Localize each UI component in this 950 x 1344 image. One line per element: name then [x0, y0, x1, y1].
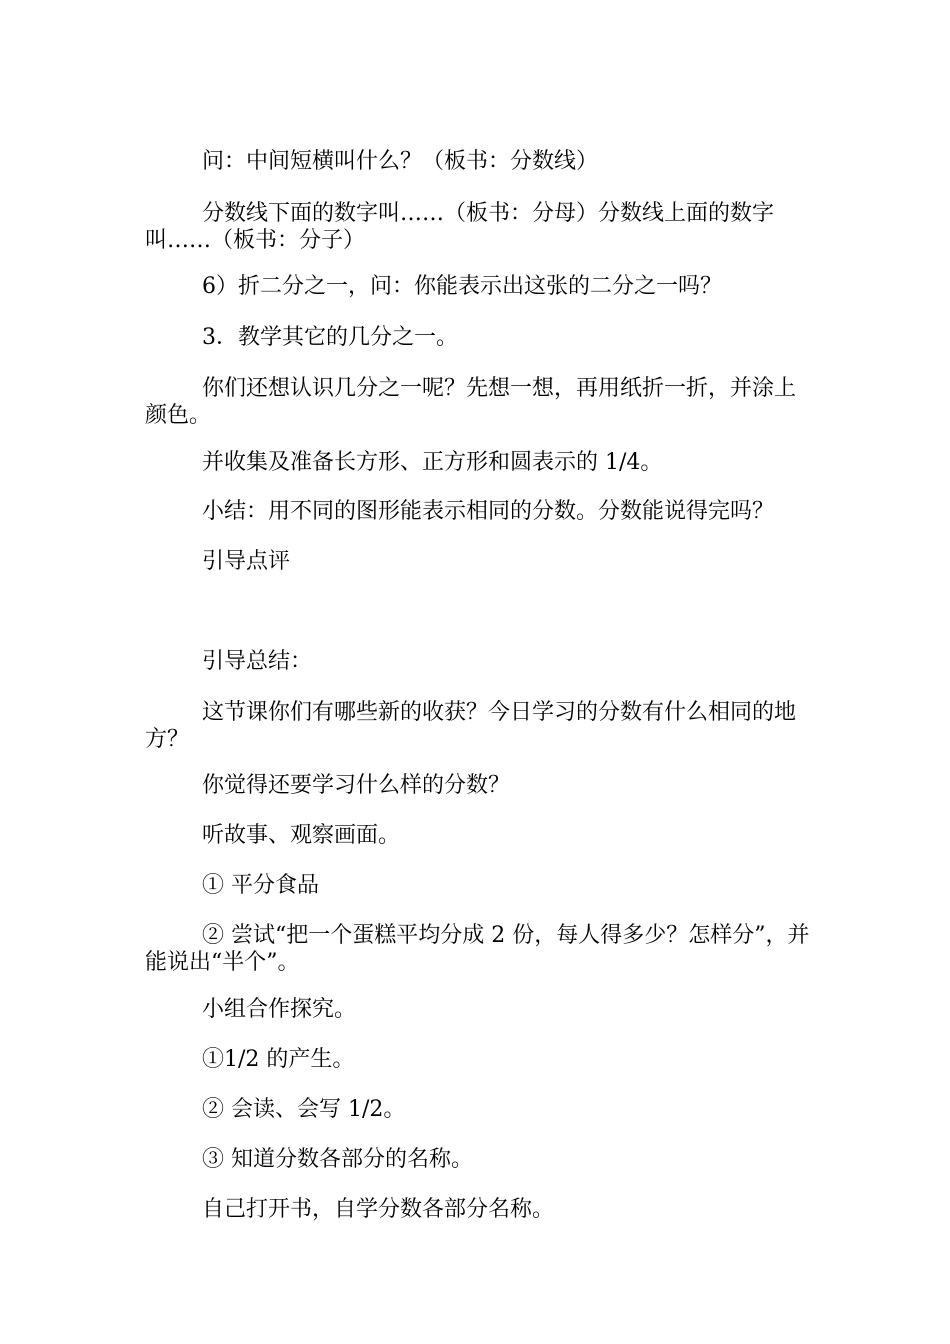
paragraph-fold-and-color: 你们还想认识几分之一呢？先想一想，再用纸折一折，并涂上颜色。 [145, 376, 797, 428]
paragraph-read-write-half: ② 会读、会写 1/2。 [202, 1097, 406, 1122]
paragraph-fold-half: 6）折二分之一，问：你能表示出这张的二分之一吗？ [202, 274, 722, 299]
paragraph-listen-observe: 听故事、观察画面。 [202, 823, 401, 848]
paragraph-collect-shapes: 并收集及准备长方形、正方形和圆表示的 1/4。 [202, 450, 663, 475]
paragraph-self-study: 自己打开书，自学分数各部分名称。 [202, 1197, 555, 1222]
paragraph-summary: 小结：用不同的图形能表示相同的分数。分数能说得完吗？ [202, 499, 775, 524]
paragraph-cake-division: ② 尝试“把一个蛋糕平均分成 2 份，每人得多少？怎样分”，并能说出“半个”。 [145, 923, 810, 975]
paragraph-share-food: ① 平分食品 [202, 873, 319, 898]
paragraph-group-explore: 小组合作探究。 [202, 997, 357, 1022]
paragraph-teach-other-fractions: 3．教学其它的几分之一。 [202, 325, 458, 350]
paragraph-fraction-part-names: ③ 知道分数各部分的名称。 [202, 1147, 473, 1172]
paragraph-guided-review: 引导点评 [202, 549, 291, 574]
paragraph-what-to-learn: 你觉得还要学习什么样的分数？ [202, 773, 511, 798]
paragraph-denominator-numerator: 分数线下面的数字叫……（板书：分母）分数线上面的数字叫……（板书：分子） [145, 201, 775, 253]
paragraph-question-fraction-line: 问：中间短横叫什么？（板书：分数线） [202, 149, 599, 174]
paragraph-origin-half: ①1/2 的产生。 [202, 1047, 355, 1072]
paragraph-guided-summary: 引导总结： [202, 649, 313, 674]
paragraph-new-gains: 这节课你们有哪些新的收获？今日学习的分数有什么相同的地方？ [145, 700, 797, 752]
